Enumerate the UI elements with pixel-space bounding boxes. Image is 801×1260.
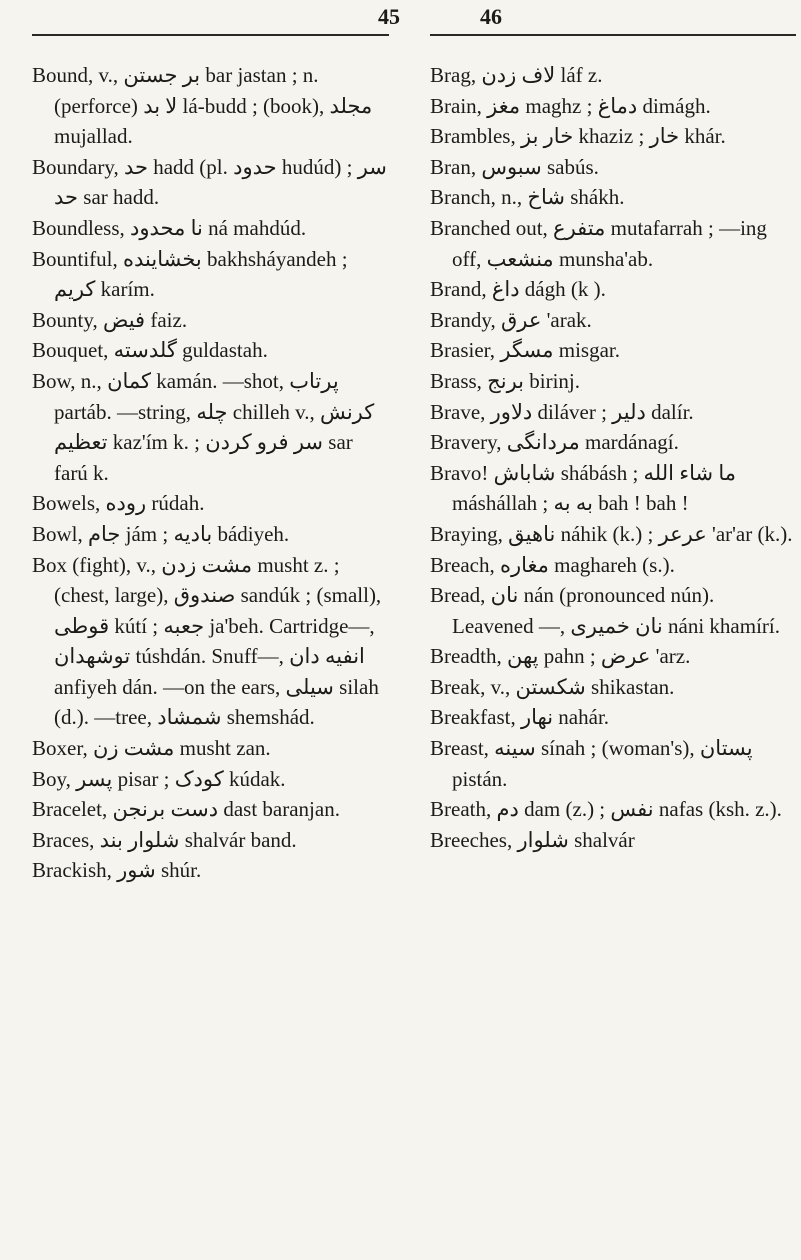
dictionary-entry: Boy, پسر pisar ; کودک kúdak. [32, 766, 286, 791]
dictionary-entry: Bounty, فیض faiz. [32, 307, 188, 332]
dictionary-entry: Box (fight), v., مشت زدن musht z. ; (chest, large), صندوق sandúk ; (small), قوطی kútí ; جعبه ja'beh. Cartridge—, توشهدان túshdán. Snuff—, انفیه دان anfiyeh dán. —on the ears, سیلی silah (d.). —tree, شمشاد shemshád. [32, 552, 382, 730]
dictionary-entry: Bouquet, گلدسته guldastah. [32, 338, 268, 363]
dictionary-entry: Brag, لاف زدن láf z. [430, 63, 603, 87]
dictionary-entry: Brass, برنج birinj. [430, 368, 581, 393]
dictionary-entry: Braces, شلوار بند shalvár band. [32, 827, 297, 852]
dictionary-entry: Braying, ناهیق náhik (k.) ; عرعر 'ar'ar (k.). [430, 521, 793, 546]
dictionary-entry: Breath, دم dam (z.) ; نفس nafas (ksh. z.). [430, 797, 782, 822]
dictionary-entry: Brackish, شور shúr. [32, 858, 202, 883]
dictionary-entry: Brandy, عرق 'arak. [430, 307, 592, 332]
dictionary-entry: Breeches, شلوار shalvár [430, 827, 635, 852]
dictionary-entry: Breakfast, نهار nahár. [430, 705, 610, 730]
dictionary-entry: Bow, n., کمان kamán. —shot, پرتاب partáb. —string, چله chilleh v., کرنش تعظیم kaz'ím k. ; سر فرو کردن sar farú k. [32, 368, 375, 485]
dictionary-entry: Break, v., شکستن shikastan. [430, 674, 675, 699]
dictionary-entry: Boundary, حد hadd (pl. حدود hudúd) ; سر حد sar hadd. [32, 154, 387, 210]
dictionary-entry: Brave, دلاور diláver ; دلیر dalír. [430, 399, 694, 424]
dictionary-entry: Bountiful, بخشاینده bakhsháyandeh ; کریم karím. [32, 246, 348, 302]
dictionary-entry: Bowels, روده rúdah. [32, 491, 205, 516]
right-column [430, 60, 796, 855]
dictionary-entry: Branch, n., شاخ shákh. [430, 185, 625, 210]
page-number-right: 46 [480, 4, 502, 29]
dictionary-entry: Brain, مغز maghz ; دماغ dimágh. [430, 93, 711, 118]
left-column [32, 60, 388, 886]
page-number-left: 45 [378, 4, 400, 29]
top-rule-left [32, 34, 389, 36]
dictionary-entry: Bravery, مردانگی mardánagí. [430, 430, 679, 455]
dictionary-entry: Breadth, پهن pahn ; عرض 'arz. [430, 644, 691, 669]
top-rule-right [430, 34, 796, 36]
dictionary-entry: Boundless, نا محدود ná mahdúd. [32, 215, 307, 240]
dictionary-entry: Branched out, متفرع mutafarrah ; —ing off, منشعب munsha'ab. [430, 215, 767, 271]
dictionary-entry: Bound, v., بر جستن bar jastan ; n. (perforce) لا بد lá-budd ; (book), مجلد mujallad. [32, 63, 373, 149]
dictionary-entry: Bravo! شاباش shábásh ; ما شاء الله máshállah ; به به bah ! bah ! [430, 460, 736, 516]
dictionary-entry: Bread, نان nán (pronounced nún). Leavened —, نان خمیری náni khamírí. [430, 583, 781, 638]
dictionary-entry: Brasier, مسگر misgar. [430, 338, 620, 363]
dictionary-entry: Bran, سبوس sabús. [430, 154, 599, 179]
dictionary-entry: Bowl, جام jám ; بادیه bádiyeh. [32, 521, 290, 546]
dictionary-entry: Brambles, خار بز khaziz ; خار khár. [430, 124, 726, 149]
dictionary-entry: Breach, مغاره maghareh (s.). [430, 552, 675, 577]
dictionary-entry: Bracelet, دست برنجن dast baranjan. [32, 797, 340, 822]
dictionary-entry: Brand, داغ dágh (k ). [430, 277, 606, 302]
dictionary-entry: Breast, سینه sínah ; (woman's), پستان pistán. [430, 736, 753, 791]
dictionary-entry: Boxer, مشت زن musht zan. [32, 736, 271, 761]
